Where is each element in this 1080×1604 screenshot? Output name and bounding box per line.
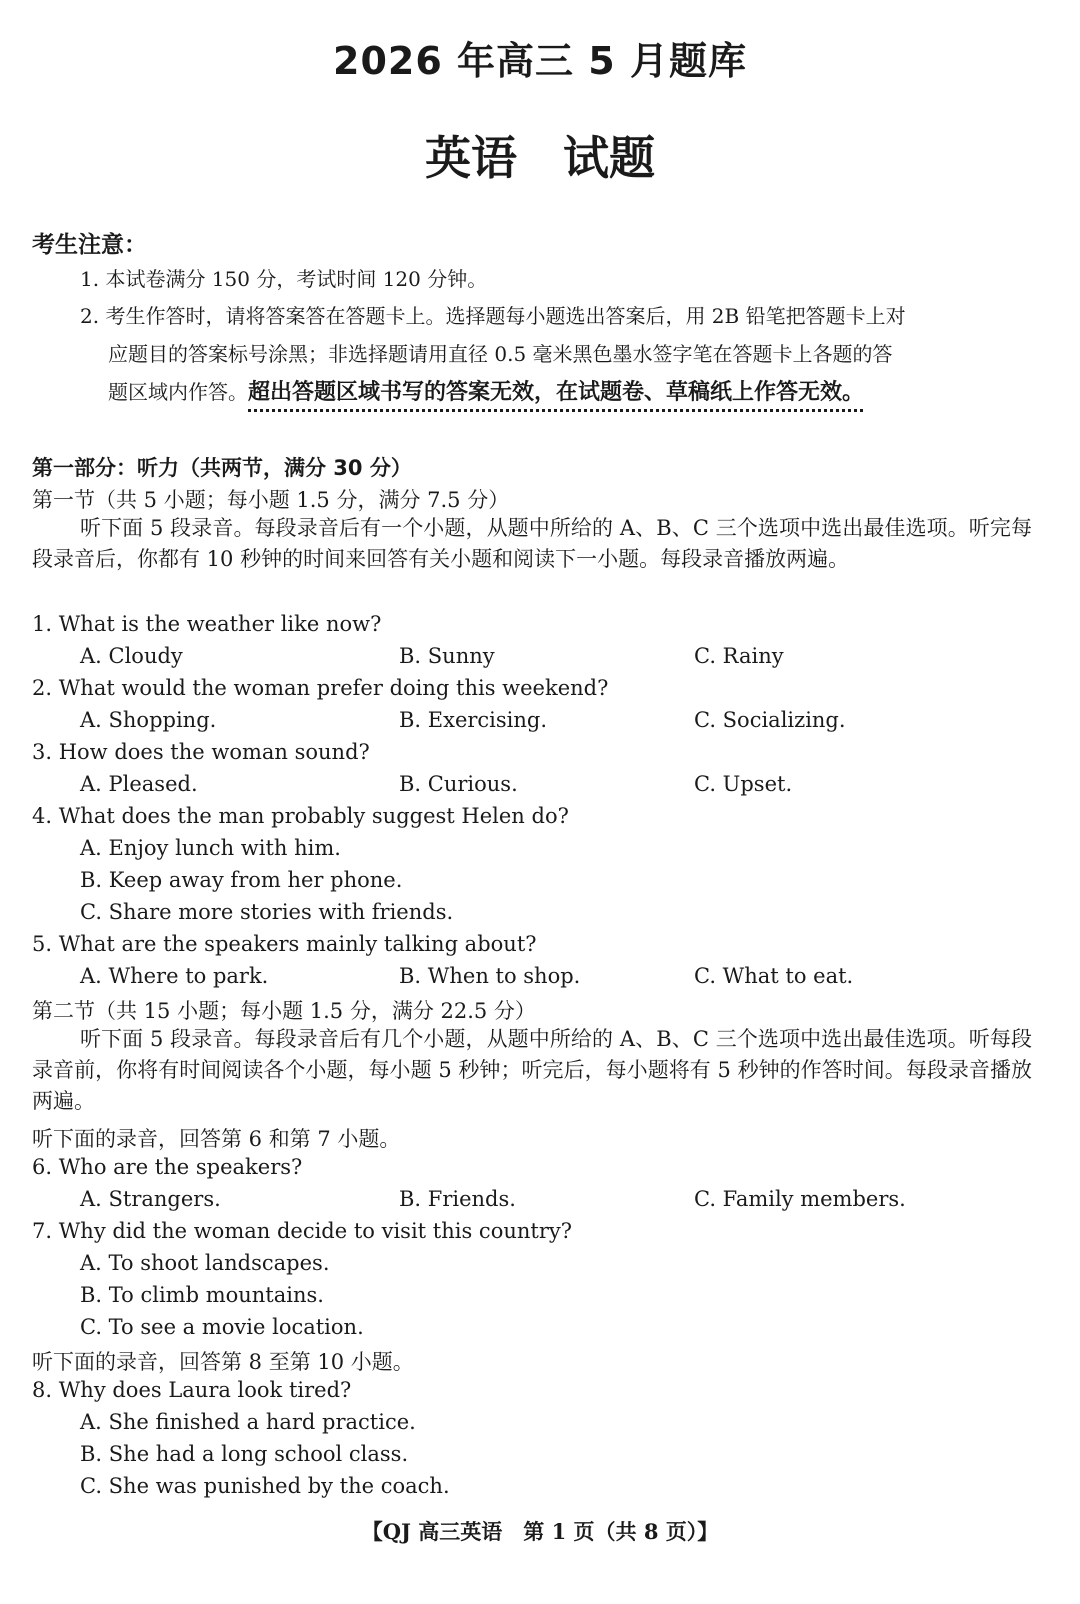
notice-heading: 考生注意： [32, 232, 147, 258]
notice-plain-text: 题区域内作答。 [108, 380, 248, 404]
question-7-option-c: C. To see a movie location. [80, 1315, 364, 1339]
notice-emphasis-text: 超出答题区域书写的答案无效，在试题卷、草稿纸上作答无效。 [248, 380, 865, 405]
section2-heading: 第二节（共 15 小题；每小题 1.5 分，满分 22.5 分） [32, 999, 536, 1023]
part1-heading: 第一部分：听力（共两节，满分 30 分） [32, 456, 412, 480]
section2-group-1-instruction: 听下面的录音，回答第 6 和第 7 小题。 [32, 1127, 401, 1151]
notice-item-2-line-3 [108, 373, 1038, 412]
question-3-option-a: A. Pleased. [80, 772, 198, 796]
question-8-stem: 8. Why does Laura look tired? [32, 1378, 352, 1402]
question-5-stem: 5. What are the speakers mainly talking about? [32, 932, 537, 956]
question-2-option-b: B. Exercising. [399, 708, 548, 732]
question-1-stem: 1. What is the weather like now? [32, 612, 382, 636]
question-8-option-b: B. She had a long school class. [80, 1442, 409, 1466]
question-7-option-a: A. To shoot landscapes. [80, 1251, 330, 1275]
question-3-option-b: B. Curious. [399, 772, 518, 796]
question-1-option-b: B. Sunny [399, 644, 495, 668]
page-footer: 【QJ 高三英语 第 1 页（共 8 页）】 [361, 1519, 719, 1544]
question-4-option-c: C. Share more stories with friends. [80, 900, 454, 924]
section1-heading: 第一节（共 5 小题；每小题 1.5 分，满分 7.5 分） [32, 488, 510, 512]
question-1-option-a: A. Cloudy [80, 644, 183, 668]
question-4-option-a: A. Enjoy lunch with him. [80, 836, 341, 860]
question-1-option-c: C. Rainy [694, 644, 784, 668]
question-5-option-b: B. When to shop. [399, 964, 581, 988]
question-3-option-c: C. Upset. [694, 772, 793, 796]
exam-bank-title: 2026 年高三 5 月题库 [333, 39, 747, 83]
question-2-option-c: C. Socializing. [694, 708, 846, 732]
notice-item-2-line-2: 应题目的答案标号涂黑；非选择题请用直径 0.5 毫米黑色墨水签字笔在答题卡上各题的答 [108, 342, 893, 366]
section1-instructions: 听下面 5 段录音。每段录音后有一个小题，从题中所给的 A、B、C 三个选项中选出最佳选项。听完每段录音后，你都有 10 秒钟的时间来回答有关小题和阅读下一小题。每段录音播放两遍。 [32, 516, 1032, 571]
subject-title: 英语 试题 [425, 131, 655, 185]
notice-item-2-line-1: 2. 考生作答时，请将答案答在答题卡上。选择题每小题选出答案后，用 2B 铅笔把答题卡上对 [80, 304, 906, 328]
question-6-stem: 6. Who are the speakers? [32, 1155, 303, 1179]
question-4-stem: 4. What does the man probably suggest Helen do? [32, 804, 569, 828]
notice-item-1: 1. 本试卷满分 150 分，考试时间 120 分钟。 [80, 267, 488, 291]
question-6-option-b: B. Friends. [399, 1187, 516, 1211]
question-7-stem: 7. Why did the woman decide to visit this country? [32, 1219, 572, 1243]
section2-group-2-instruction: 听下面的录音，回答第 8 至第 10 小题。 [32, 1350, 414, 1374]
question-2-option-a: A. Shopping. [80, 708, 217, 732]
question-8-option-a: A. She finished a hard practice. [80, 1410, 416, 1434]
question-5-option-c: C. What to eat. [694, 964, 854, 988]
question-6-option-a: A. Strangers. [80, 1187, 221, 1211]
question-8-option-c: C. She was punished by the coach. [80, 1474, 450, 1498]
question-2-stem: 2. What would the woman prefer doing this weekend? [32, 676, 609, 700]
question-3-stem: 3. How does the woman sound? [32, 740, 370, 764]
section2-instructions: 听下面 5 段录音。每段录音后有几个小题，从题中所给的 A、B、C 三个选项中选出最佳选项。听每段录音前，你将有时间阅读各个小题，每小题 5 秒钟；听完后，每小题将有 5 秒钟的作答时间。每段录音播放两遍。 [32, 1027, 1032, 1113]
question-4-option-b: B. Keep away from her phone. [80, 868, 403, 892]
question-6-option-c: C. Family members. [694, 1187, 906, 1211]
question-7-option-b: B. To climb mountains. [80, 1283, 324, 1307]
question-5-option-a: A. Where to park. [80, 964, 269, 988]
